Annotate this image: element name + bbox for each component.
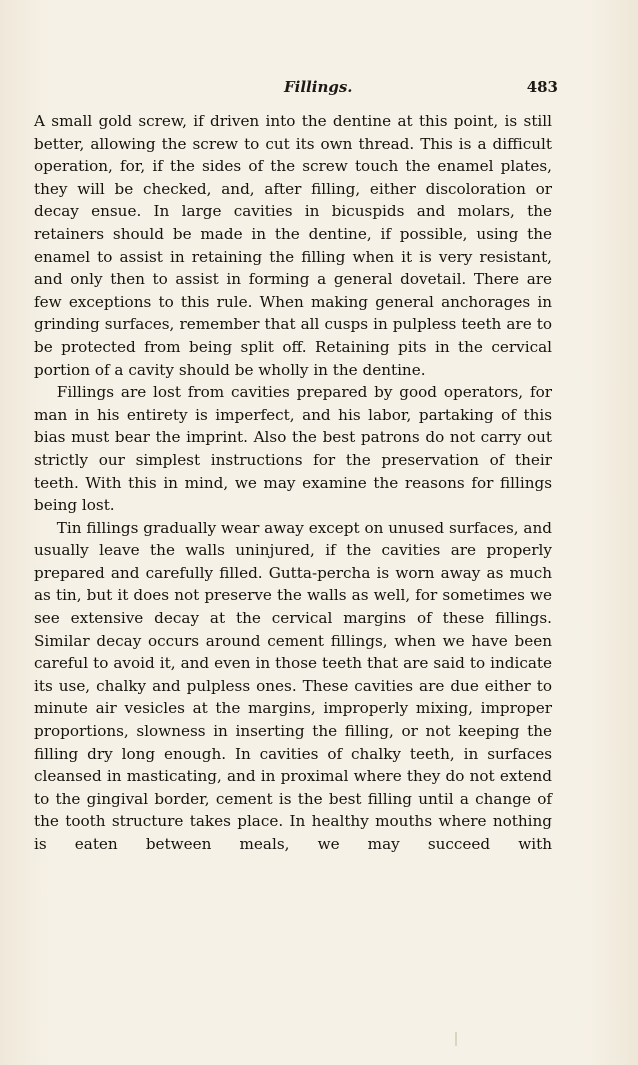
paper-speck bbox=[455, 1032, 457, 1046]
page-header bbox=[34, 78, 558, 98]
paragraph-1: A small gold screw, if driven into the dentine at this point, is still better, allowing the screw to cut its own thread. This is a difficult operation, for, if the sides of the screw touch the enamel plates, they will be checked, and, after filling, either discoloration or decay ensue. In large cavities in bicuspids and molars, the retainers should be made in the dentine, if possible, using the enamel to assist in retaining the filling when it is very resistant, and only then to assist in forming a general dovetail. There are few exceptions to this rule. When making general anchorages in grinding surfaces, remember that all cusps in pulpless teeth are to be protected from being split off. Retaining pits in the cervical portion of a cavity should be wholly in the dentine. bbox=[34, 112, 552, 379]
paragraph-2: Fillings are lost from cavities prepared by good operators, for man in his entirety is imperfect, and his labor, partaking of this bias must bear the imprint. Also the best patrons do not carry out strictly our simplest instructions for the preservation of their teeth. With this in mind, we may examine the reasons for fillings being lost. bbox=[34, 383, 552, 515]
running-title: Fillings. bbox=[284, 78, 353, 96]
paragraph-3: Tin fillings gradually wear away except on unused surfaces, and usually leave the walls uninjured, if the cavities are properly prepared and carefully filled. Gutta-percha is worn away as much as tin, but it does not preserve the walls as well, for sometimes we see extensive decay at the cervical margins of these fillings. Similar decay occurs around cement fillings, when we have been careful to avoid it, and even in those teeth that are said to indicate its use, chalky and pulpless ones. These cavities are due either to minute air vesicles at the margins, improperly mixing, improper proportions, slowness in inserting the filling, or not keeping the filling dry long enough. In cavities of chalky teeth, in surfaces cleansed in masticating, and in proximal where they do not extend to the gingival border, cement is the best filling until a change of the tooth structure takes place. In healthy mouths where nothing is eaten between meals, we may succeed with bbox=[34, 518, 552, 853]
page-number: 483 bbox=[526, 78, 558, 96]
body-text bbox=[34, 110, 552, 856]
